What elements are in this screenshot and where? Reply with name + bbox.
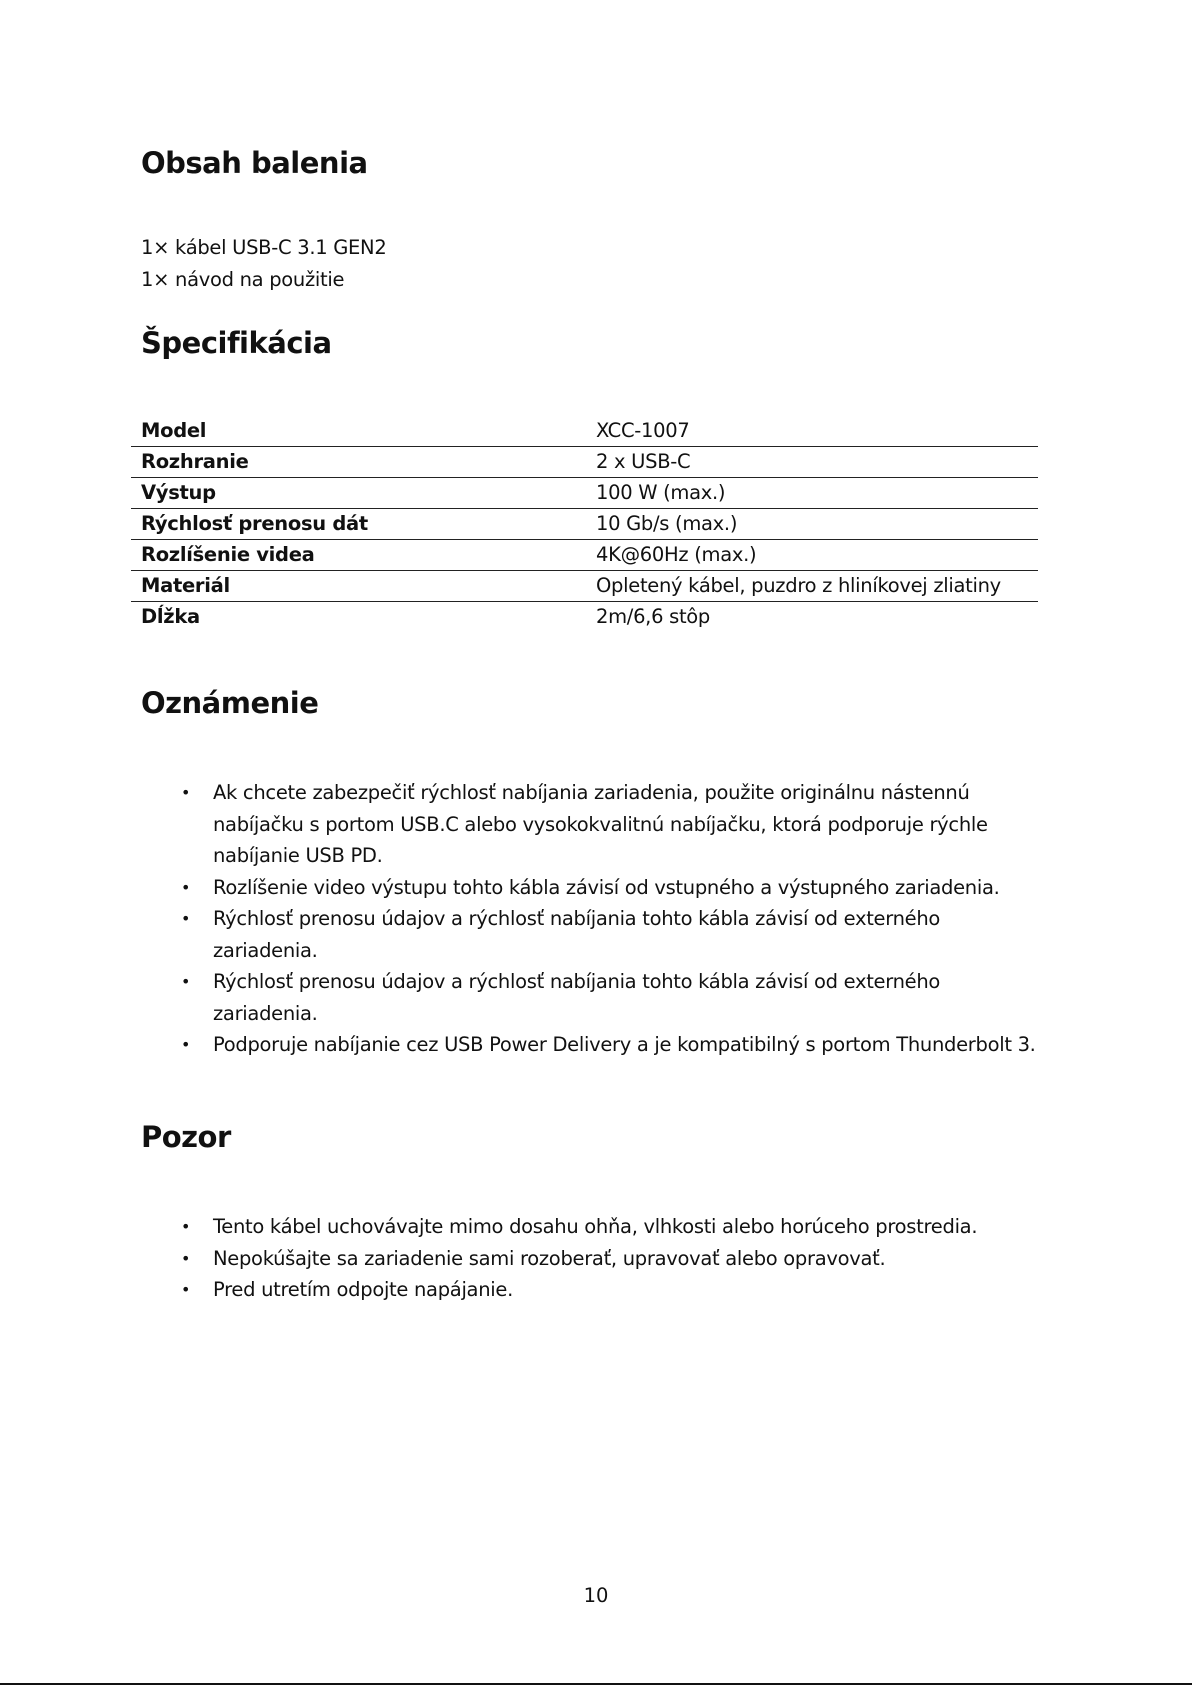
list-item — [141, 1211, 1041, 1243]
bullet-icon: • — [181, 877, 191, 897]
list-item — [141, 872, 1041, 904]
specs-key: Materiál — [131, 571, 586, 602]
specs-value: 2 x USB-C — [586, 447, 1038, 478]
specs-key: Rozlíšenie videa — [131, 540, 586, 571]
specs-value: XCC-1007 — [586, 416, 1038, 447]
package-item: 1× návod na použitie — [141, 268, 345, 291]
bullet-icon: • — [181, 1035, 191, 1054]
bullet-icon: • — [181, 972, 191, 991]
specs-row — [131, 447, 1038, 478]
notice-list — [141, 777, 1041, 1061]
specs-table — [131, 416, 1038, 632]
bullet-icon: • — [181, 1248, 191, 1268]
specs-row — [131, 571, 1038, 602]
specs-key: Rýchlosť prenosu dát — [131, 509, 586, 540]
specs-row — [131, 602, 1038, 633]
list-item — [141, 1274, 1041, 1306]
bullet-icon: • — [181, 909, 191, 928]
page-number: 10 — [583, 1584, 609, 1607]
specs-value: 4K@60Hz (max.) — [586, 540, 1038, 571]
list-item-text: Tento kábel uchovávajte mimo dosahu ohňa, vlhkosti alebo horúceho prostredia. — [213, 1215, 978, 1238]
list-item-text: Rýchlosť prenosu údajov a rýchlosť nabíjania tohto kábla závisí od externého zariadenia. — [213, 970, 941, 1025]
list-item-text: Rozlíšenie video výstupu tohto kábla závisí od vstupného a výstupného zariadenia. — [213, 875, 1000, 899]
bullet-icon: • — [181, 1280, 191, 1299]
specs-heading: Špecifikácia — [141, 326, 332, 360]
list-item — [141, 777, 1041, 872]
bullet-icon: • — [181, 1217, 191, 1236]
specs-row — [131, 478, 1038, 509]
list-item — [141, 966, 1041, 1029]
notice-heading: Oznámenie — [141, 686, 319, 720]
bullet-icon: • — [181, 783, 191, 802]
package-item: 1× kábel USB-C 3.1 GEN2 — [141, 236, 387, 259]
package-heading: Obsah balenia — [141, 146, 368, 180]
specs-key: Výstup — [131, 478, 586, 509]
caution-heading: Pozor — [141, 1120, 231, 1154]
specs-key: Rozhranie — [131, 447, 586, 478]
list-item — [141, 903, 1041, 966]
specs-row — [131, 416, 1038, 447]
list-item — [141, 1029, 1041, 1061]
specs-value: 10 Gb/s (max.) — [586, 509, 1038, 540]
specs-value: 100 W (max.) — [586, 478, 1038, 509]
specs-value: Opletený kábel, puzdro z hliníkovej zliatiny — [586, 571, 1038, 602]
specs-row — [131, 540, 1038, 571]
caution-list — [141, 1211, 1041, 1306]
list-item-text: Rýchlosť prenosu údajov a rýchlosť nabíjania tohto kábla závisí od externého zariadenia. — [213, 907, 941, 962]
list-item-text: Podporuje nabíjanie cez USB Power Delivery a je kompatibilný s portom Thunderbolt 3. — [213, 1033, 1036, 1056]
specs-row — [131, 509, 1038, 540]
list-item — [141, 1243, 1041, 1275]
specs-value: 2m/6,6 stôp — [596, 605, 710, 628]
specs-key: Model — [131, 416, 586, 447]
specs-key: Dĺžka — [141, 605, 200, 628]
list-item-text: Ak chcete zabezpečiť rýchlosť nabíjania zariadenia, použite originálnu nástennú nabíjačku s portom USB.C alebo vysokokvalitnú nabíjačku, ktorá podporuje rýchle nabíjanie USB PD. — [213, 781, 988, 867]
list-item-text: Nepokúšajte sa zariadenie sami rozoberať, upravovať alebo opravovať. — [213, 1246, 886, 1270]
list-item-text: Pred utretím odpojte napájanie. — [213, 1278, 513, 1301]
